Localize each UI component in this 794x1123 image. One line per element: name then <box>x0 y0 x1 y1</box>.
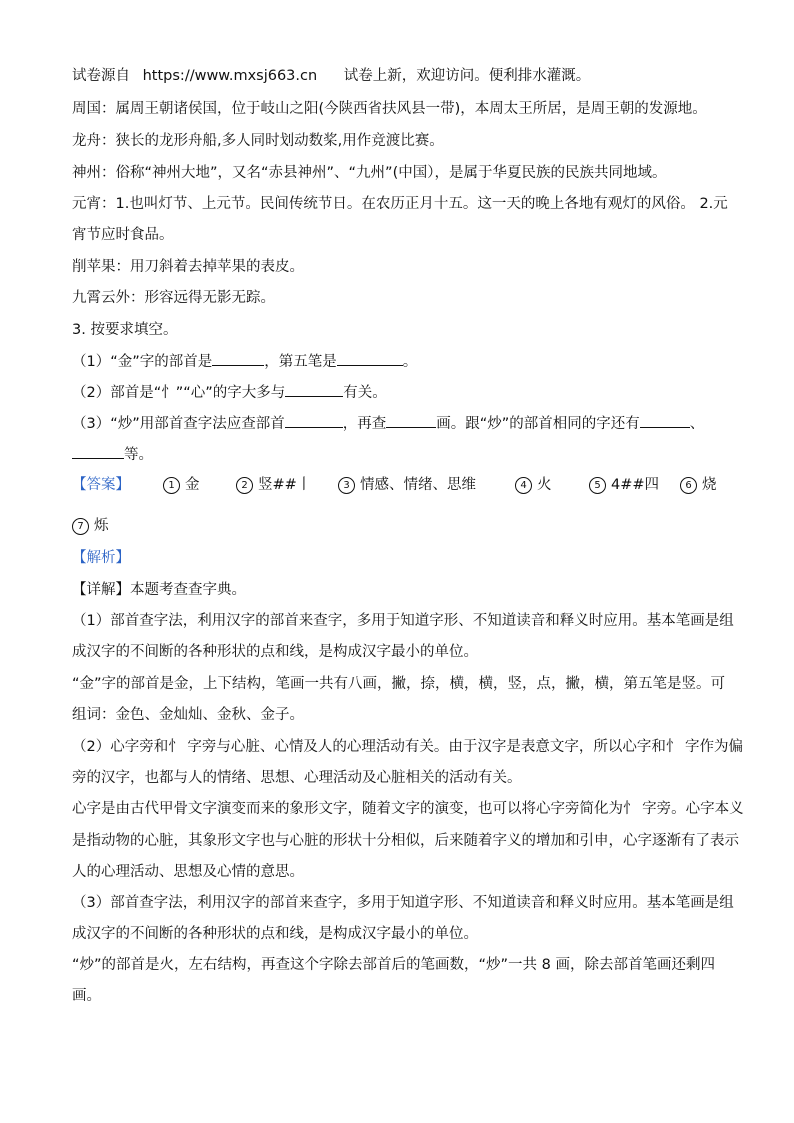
question-1-text: ，第五笔是 <box>264 354 337 370</box>
question-3-text: 、 <box>689 416 705 432</box>
question-3-text: （3）“炒”用部首查字法应查部首 <box>72 416 285 432</box>
answer-number-badge: 6 <box>680 477 697 494</box>
answer-text: 竖##丨 <box>258 477 312 493</box>
glossary-line: 宵节应时食品。 <box>72 227 174 243</box>
header-source-label: 试卷源自 <box>72 68 130 84</box>
analysis-line: （3）部首查字法，利用汉字的部首来查字，多用于知道字形、不知道读音和释义时应用。基本笔画是组 <box>72 895 734 911</box>
answer-text: 烧 <box>702 477 717 493</box>
analysis-line: 【详解】本题考查查字典。 <box>72 582 246 598</box>
analysis-line: 画。 <box>72 988 101 1004</box>
question-3-cont <box>72 443 153 465</box>
answer-blank[interactable] <box>285 381 343 397</box>
analysis-line: 心字是由古代甲骨文字演变而来的象形文字，随着文字的演变，也可以将心字旁简化为忄 字旁。心字本义 <box>72 801 744 817</box>
answer-number-badge: 1 <box>163 477 180 494</box>
glossary-line: 元宵：1.也叫灯节、上元节。民间传统节日。在农历正月十五。这一天的晚上各地有观灯的风俗。 2.元 <box>72 196 728 212</box>
analysis-line: 成汉字的不间断的各种形状的点和线，是构成汉字最小的单位。 <box>72 926 478 942</box>
question-title: 3. 按要求填空。 <box>72 322 178 338</box>
question-2-text: （2）部首是“忄”“心”的字大多与 <box>72 385 286 401</box>
answer-item <box>163 475 200 495</box>
answer-number-badge: 4 <box>515 477 532 494</box>
answer-item <box>236 475 311 495</box>
glossary-line: 神州：俗称“神州大地”，又名“赤县神州”、“九州”(中国），是属于华夏民族的民族共同地域。 <box>72 165 667 181</box>
analysis-line: 成汉字的不间断的各种形状的点和线，是构成汉字最小的单位。 <box>72 644 478 660</box>
glossary-line: 九霄云外：形容远得无影无踪。 <box>72 290 275 306</box>
answer-text: 4##四 <box>611 477 660 493</box>
analysis-line: “炒”的部首是火，左右结构，再查这个字除去部首后的笔画数，“炒”一共 8 画，除去部首笔画还剩四 <box>72 957 715 973</box>
header-slogan: 试卷上新，欢迎访问。便利排水灌溉。 <box>343 68 591 84</box>
answer-text: 情感、情绪、思维 <box>360 477 476 493</box>
answer-item <box>72 516 109 536</box>
answer-text: 金 <box>185 477 200 493</box>
question-1-text: （1）“金”字的部首是 <box>72 354 213 370</box>
answer-item <box>515 475 552 495</box>
analysis-line: 旁的汉字，也都与人的情绪、思想、心理活动及心脏相关的活动有关。 <box>72 770 522 786</box>
question-1 <box>72 350 417 372</box>
answer-item <box>589 475 659 495</box>
answer-text: 烁 <box>94 518 109 534</box>
answer-blank[interactable] <box>285 412 343 428</box>
glossary-line: 龙舟：狭长的龙形舟船,多人同时划动数桨,用作竞渡比赛。 <box>72 133 444 149</box>
answer-label: 【答案】 <box>72 477 130 493</box>
answer-blank[interactable] <box>212 350 264 366</box>
question-1-text: 。 <box>402 354 418 370</box>
answer-item <box>338 475 476 495</box>
analysis-line: （1）部首查字法，利用汉字的部首来查字，多用于知道字形、不知道读音和释义时应用。基本笔画是组 <box>72 613 734 629</box>
header-url[interactable]: https://www.mxsj663.cn <box>142 68 318 84</box>
question-3-text: 画。跟“炒”的部首相同的字还有 <box>436 416 640 432</box>
answer-text: 火 <box>537 477 552 493</box>
analysis-line: 人的心理活动、思想及心情的意思。 <box>72 864 304 880</box>
header-line <box>72 66 590 86</box>
answer-number-badge: 3 <box>338 477 355 494</box>
answer-blank[interactable] <box>337 350 403 366</box>
answer-blank[interactable] <box>72 443 124 459</box>
analysis-line: 组词：金色、金灿灿、金秋、金子。 <box>72 707 304 723</box>
answer-number-badge: 7 <box>72 518 89 535</box>
question-3-text: ，再查 <box>342 416 387 432</box>
question-2 <box>72 381 387 403</box>
analysis-line: （2）心字旁和忄 字旁与心脏、心情及人的心理活动有关。由于汉字是表意文字，所以心字和忄 字作为偏 <box>72 739 743 755</box>
question-3-text: 等。 <box>124 447 153 463</box>
answer-blank[interactable] <box>640 412 690 428</box>
answer-item <box>680 475 717 495</box>
analysis-label: 【解析】 <box>72 550 130 566</box>
analysis-line: 是指动物的心脏，其象形文字也与心脏的形状十分相似，后来随着字义的增加和引申，心字逐渐有了表示 <box>72 833 739 849</box>
glossary-line: 削苹果：用刀斜着去掉苹果的表皮。 <box>72 259 304 275</box>
question-2-text: 有关。 <box>343 385 387 401</box>
answer-number-badge: 5 <box>589 477 606 494</box>
analysis-line: “金”字的部首是金，上下结构，笔画一共有八画，撇，捺，横，横，竖，点，撇，横，第五笔是竖。可 <box>72 676 726 692</box>
answer-number-badge: 2 <box>236 477 253 494</box>
answer-blank[interactable] <box>386 412 436 428</box>
glossary-line: 周国：属周王朝诸侯国，位于岐山之阳(今陕西省扶风县一带)，本周太王所居，是周王朝的发源地。 <box>72 101 707 117</box>
question-3 <box>72 412 704 434</box>
